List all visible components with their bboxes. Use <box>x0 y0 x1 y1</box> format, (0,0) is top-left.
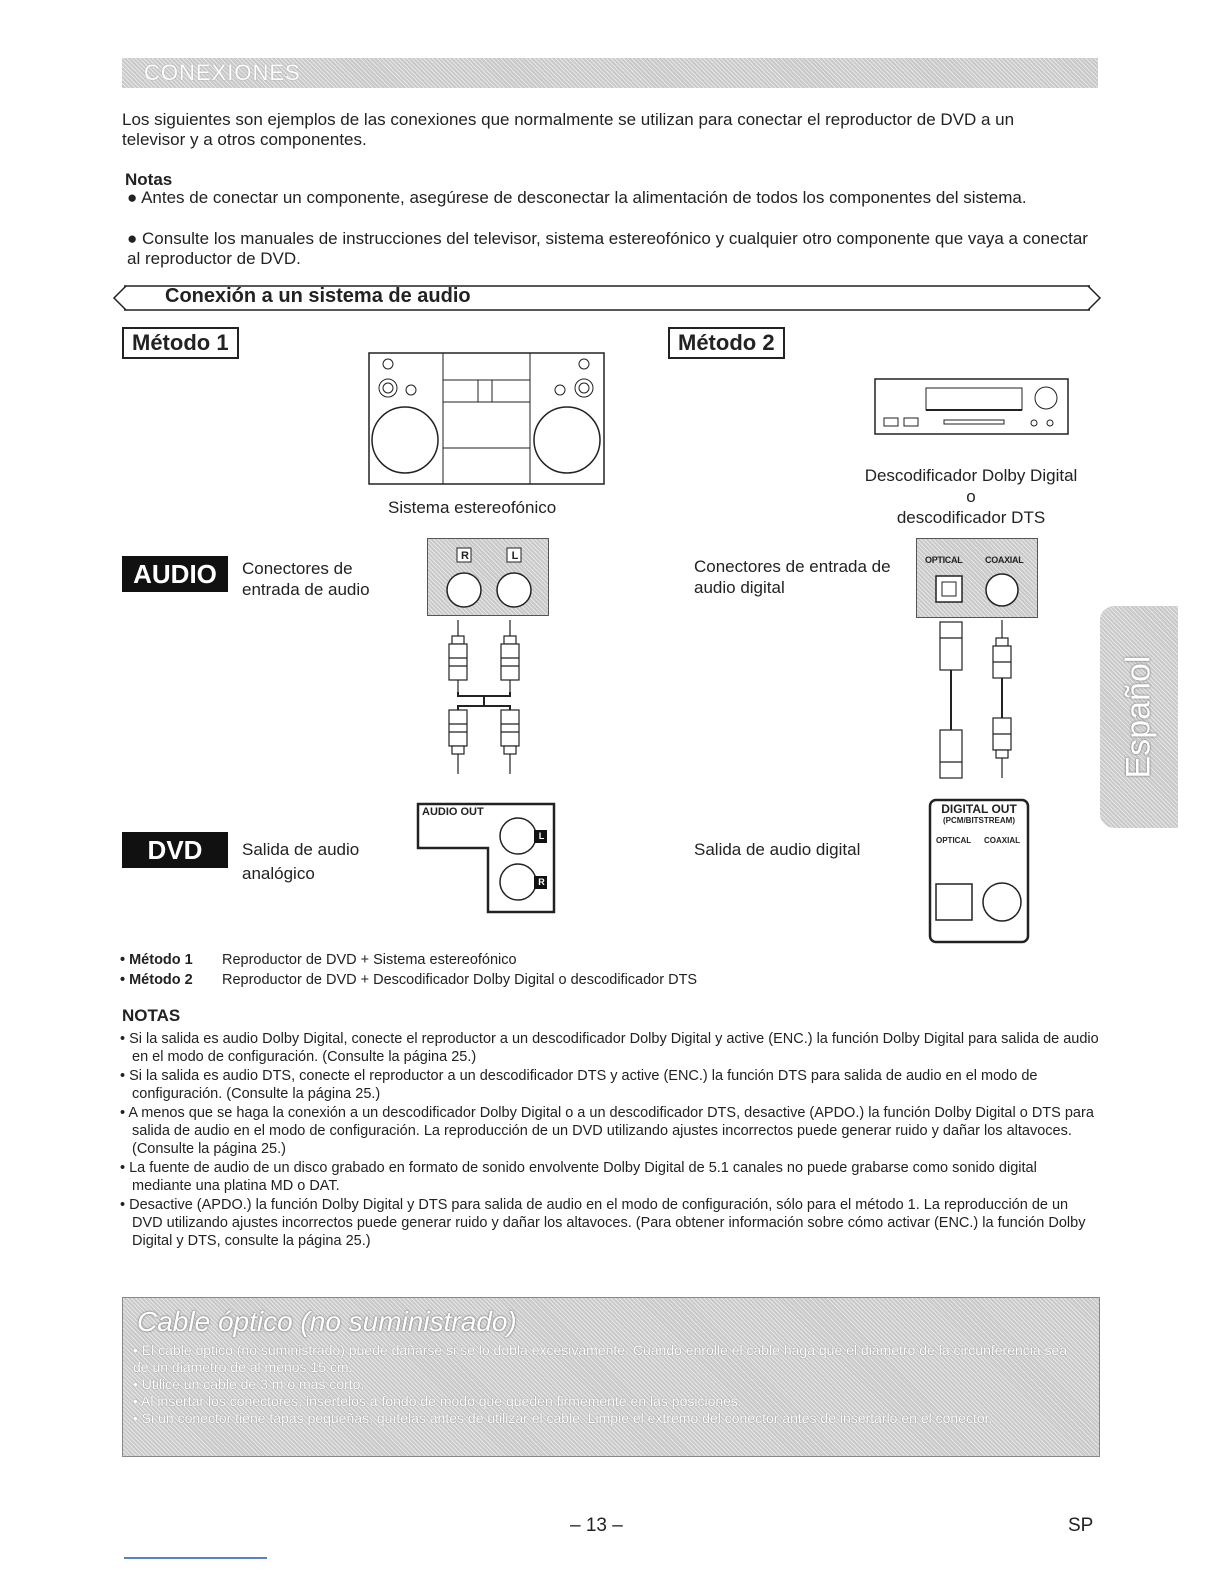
notas-item-text: Si la salida es audio DTS, conecte el reproductor a un descodificador DTS y active (ENC.) la función DTS para salida de audio en el modo de configuración. (Consulte la página 25.) <box>129 1068 1038 1102</box>
digital-input-jacks <box>916 538 1038 618</box>
section-header-bar <box>122 58 1098 88</box>
language-code: SP <box>1068 1515 1094 1536</box>
method1-input-label: Conectores de entrada de audio <box>242 559 370 599</box>
decoder-caption-line2: descodificador DTS <box>896 508 1046 527</box>
method-list-desc: Reproductor de DVD + Sistema estereofónico <box>222 952 517 968</box>
method1-label: Método 1 <box>122 327 239 359</box>
stereo-caption: Sistema estereofónico <box>388 498 557 517</box>
notas-item: • Desactive (APDO.) la función Dolby Digital y DTS para salida de audio en el modo de configuración, sólo para el método 1. La reproducción de un DVD utilizando ajustes incorrectos puede generar ruido y dañar los altavoces. (Para obtener información sobre cómo activar (ENC.) la función Dolby Digital y DTS, consulte la página 25.) <box>120 1197 1086 1249</box>
notas-item-text: A menos que se haga la conexión a un descodificador Dolby Digital o a un descodificador DTS, desactive (APDO.) la función Dolby Digital o DTS para salida de audio en el modo de configuración. La reproducción de un DVD utilizando ajustes incorrectos puede generar ruido y dañar los altavoces. (Consulte la página 25.) <box>128 1105 1094 1157</box>
decoder-caption <box>846 465 1096 528</box>
notes-item <box>127 188 1102 208</box>
optical-box-list <box>133 1342 1083 1427</box>
notas-list <box>120 1030 1100 1250</box>
optical-box-item: • Al insertar los conectores, insértelos a fondo de modo que queden firmemente en las posiciones. <box>133 1393 742 1409</box>
optical-cable-box <box>122 1297 1100 1457</box>
method2-label: Método 2 <box>668 327 785 359</box>
language-tab-text: Español <box>1119 655 1158 779</box>
out-optical-label: OPTICAL <box>936 836 972 845</box>
audio-out-label: AUDIO OUT <box>422 806 484 818</box>
digital-out-label: DIGITAL OUT <box>941 802 1017 816</box>
audio-input-jacks <box>427 538 549 616</box>
out-coaxial-label: COAXIAL <box>984 836 1020 845</box>
intro-text: Los siguientes son ejemplos de las conexiones que normalmente se utilizan para conectar el reproductor de DVD a un televisor y a otros componentes. <box>122 110 1015 149</box>
digital-cable-icon <box>928 618 1028 782</box>
optical-box-title: Cable óptico (no suministrado) <box>137 1306 517 1337</box>
jack-r-label: R <box>461 550 469 562</box>
decoder-caption-or: o <box>966 487 976 506</box>
notas-item: • Si la salida es audio Dolby Digital, conecte el reproductor a un descodificador Dolby Digital y active (ENC.) la función Dolby Digital para salida de audio en el modo de configuración. (Consulte la página 25.) <box>120 1031 1099 1065</box>
bullet: ● <box>127 229 138 248</box>
language-side-tab <box>1100 606 1178 828</box>
stereo-system-icon <box>368 352 606 486</box>
optical-box-item: • Utilice un cable de 3 m o más corto. <box>133 1376 365 1392</box>
out-jack-l: L <box>538 831 545 841</box>
page-number: – 13 – <box>570 1515 623 1536</box>
notas-item-text: La fuente de audio de un disco grabado en formato de sonido envolvente Dolby Digital de 5.1 canales no puede grabarse como sonido digital mediante una platina MD o DAT. <box>129 1160 1037 1194</box>
method-list-name: • Método 2 <box>120 972 193 988</box>
bullet: ● <box>127 188 138 207</box>
method-list-name: • Método 1 <box>120 952 193 968</box>
footer-underline <box>124 1557 267 1559</box>
coaxial-label: COAXIAL <box>985 555 1024 565</box>
optical-label: OPTICAL <box>925 555 963 565</box>
notes-item <box>127 229 1102 269</box>
out-jack-r: R <box>538 877 545 887</box>
notas-item-text: Si la salida es audio Dolby Digital, conecte el reproductor a un descodificador Dolby Digital y active (ENC.) la función Dolby Digital para salida de audio en el modo de configuración. (Consulte la página 25.) <box>129 1031 1099 1065</box>
notas-title: NOTAS <box>122 1006 181 1025</box>
optical-box-item-text: Al insertar los conectores, insértelos a fondo de modo que queden firmemente en las posiciones. <box>141 1393 742 1409</box>
dvd-label: DVD <box>122 832 228 868</box>
method2-output-label: Salida de audio digital <box>694 840 861 859</box>
method2-input-label: Conectores de entrada de audio digital <box>694 557 891 597</box>
notas-item: • La fuente de audio de un disco grabado en formato de sonido envolvente Dolby Digital de 5.1 canales no puede grabarse como sonido digital mediante una platina MD o DAT. <box>120 1160 1037 1194</box>
optical-box-item-text: El cable óptico (no suministrado) puede dañarse si se lo dobla excesivamente. Cuando enrolle el cable haga que el diámetro de la circunferencia sea de un diámetro de al menos 15 cm. <box>133 1342 1068 1375</box>
rca-cable-icon <box>440 618 530 780</box>
notas-item: • A menos que se haga la conexión a un descodificador Dolby Digital o a un descodificador DTS, desactive (APDO.) la función Dolby Digital o DTS para salida de audio en el modo de configuración. La reproducción de un DVD utilizando ajustes incorrectos puede generar ruido y dañar los altavoces. (Consulte la página 25.) <box>120 1105 1094 1157</box>
notas-item-text: Desactive (APDO.) la función Dolby Digital y DTS para salida de audio en el modo de configuración, sólo para el método 1. La reproducción de un DVD utilizando ajustes incorrectos puede generar ruido y dañar los altavoces. (Para obtener información sobre cómo activar (ENC.) la función Dolby Digital y DTS, consulte la página 25.) <box>129 1197 1086 1249</box>
method1-output-label: Salida de audio analógico <box>242 840 360 883</box>
notes-title: Notas <box>125 170 173 189</box>
optical-box-item-text: Si un conector tiene tapas pequeñas, quítelas antes de utilizar el cable. Limpie el extremo del conector antes de insertarlo en el conector. <box>141 1410 993 1426</box>
note-text: Consulte los manuales de instrucciones del televisor, sistema estereofónico y cualquier otro componente que vaya a conectar al reproductor de DVD. <box>127 229 1088 268</box>
method-list-desc: Reproductor de DVD + Descodificador Dolby Digital o descodificador DTS <box>222 972 698 988</box>
optical-box-item: • El cable óptico (no suministrado) puede dañarse si se lo dobla excesivamente. Cuando enrolle el cable haga que el diámetro de la circunferencia sea de un diámetro de al menos 15 cm. <box>133 1342 1068 1375</box>
jack-l-label: L <box>511 550 519 562</box>
method-list-item <box>120 951 517 969</box>
section-title: CONEXIONES <box>144 60 301 85</box>
optical-box-item: • Si un conector tiene tapas pequeñas, quítelas antes de utilizar el cable. Limpie el extremo del conector antes de insertarlo en el conector. <box>133 1410 993 1426</box>
method-list-item <box>120 971 697 989</box>
notas-item: • Si la salida es audio DTS, conecte el reproductor a un descodificador DTS y active (ENC.) la función DTS para salida de audio en el modo de configuración. (Consulte la página 25.) <box>120 1068 1038 1102</box>
optical-box-item-text: Utilice un cable de 3 m o más corto. <box>141 1376 365 1392</box>
audio-section-title: Conexión a un sistema de audio <box>165 285 471 307</box>
decoder-icon <box>874 378 1070 436</box>
note-text: Antes de conectar un componente, asegúrese de desconectar la alimentación de todos los componentes del sistema. <box>141 188 1027 207</box>
digital-out-sub: (PCM/BITSTREAM) <box>943 816 1015 825</box>
audio-label: AUDIO <box>122 556 228 592</box>
decoder-caption-line1: Descodificador Dolby Digital <box>864 466 1078 485</box>
